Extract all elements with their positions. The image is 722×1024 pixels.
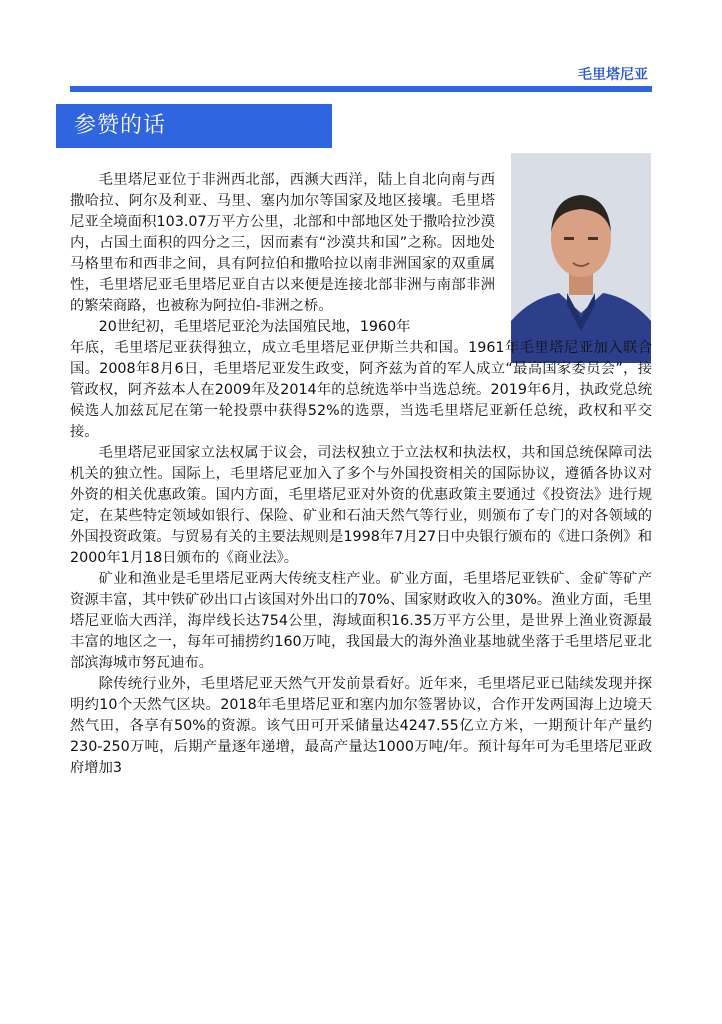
article-paragraph-5: 除传统行业外，毛里塔尼亚天然气开发前景看好。近年来，毛里塔尼亚已陆续发现并探明约10个天然气区块。2018年毛里塔尼亚和塞内加尔签署协议，合作开发两国海上边境天然气田，各享有50%的资源。该气田可开采储量达4247.55亿立方米，一期预计年产量约230-250万吨，后期产量逐年递增，最高产量达1000万吨/年。预计每年可为毛里塔尼亚政府增加3 xyxy=(70,676,652,776)
section-banner xyxy=(56,104,332,148)
header-rule xyxy=(70,86,652,92)
article-paragraph-1: 毛里塔尼亚位于非洲西北部，西濒大西洋，陆上自北向南与西撒哈拉、阿尔及利亚、马里、塞内加尔等国家及地区接壤。毛里塔尼亚全境面积103.07万平方公里，北部和中部地区处于撒哈拉沙漠内，占国土面积的四分之三，因而素有“沙漠共和国”之称。因地处马格里布和西非之间，具有阿拉伯和撒哈拉以南非洲国家的双重属性，毛里塔尼亚毛里塔尼亚自古以来便是连接北部非洲与南部非洲的繁荣商路，也被称为阿拉伯-非洲之桥。 xyxy=(70,172,495,314)
article-paragraph-2-rest: 年底，毛里塔尼亚获得独立，成立毛里塔尼亚伊斯兰共和国。1961年毛里塔尼亚加入联合国。2008年8月6日，毛里塔尼亚发生政变，阿齐兹为首的军人成立“最高国家委员会”，接管政权，阿齐兹本人在2009年及2014年的总统选举中当选总统。2019年6月，执政党总统候选人加兹瓦尼在第一轮投票中获得52%的选票，当选毛里塔尼亚新任总统，政权和平交接。 xyxy=(70,340,652,440)
header-country-label: 毛里塔尼亚 xyxy=(578,67,648,83)
article-paragraph-4: 矿业和渔业是毛里塔尼亚两大传统支柱产业。矿业方面，毛里塔尼亚铁矿、金矿等矿产资源丰富，其中铁矿砂出口占该国对外出口的70%、国家财政收入的30%。渔业方面，毛里塔尼亚临大西洋，海岸线长达754公里，海域面积16.35万平方公里，是世界上渔业资源最丰富的地区之一，每年可捕捞约160万吨，我国最大的海外渔业基地就坐落于毛里塔尼亚北部滨海城市努瓦迪布。 xyxy=(70,571,652,671)
article-paragraph-3: 毛里塔尼亚国家立法权属于议会，司法权独立于立法权和执法权，共和国总统保障司法机关的独立性。国际上，毛里塔尼亚加入了多个与外国投资相关的国际协议，遵循各协议对外资的相关优惠政策。国内方面，毛里塔尼亚对外资的优惠政策主要通过《投资法》进行规定，在某些特定领域如银行、保险、矿业和石油天然气等行业，则颁布了专门的对各领域的外国投资政策。与贸易有关的主要法规则是1998年7月27日中央银行颁布的《进口条例》和2000年1月18日颁布的《商业法》。 xyxy=(70,445,652,566)
article-paragraph-2-top: 20世纪初，毛里塔尼亚沦为法国殖民地，1960年 xyxy=(98,319,411,335)
article-body xyxy=(70,170,652,779)
section-title: 参赞的话 xyxy=(74,113,167,138)
